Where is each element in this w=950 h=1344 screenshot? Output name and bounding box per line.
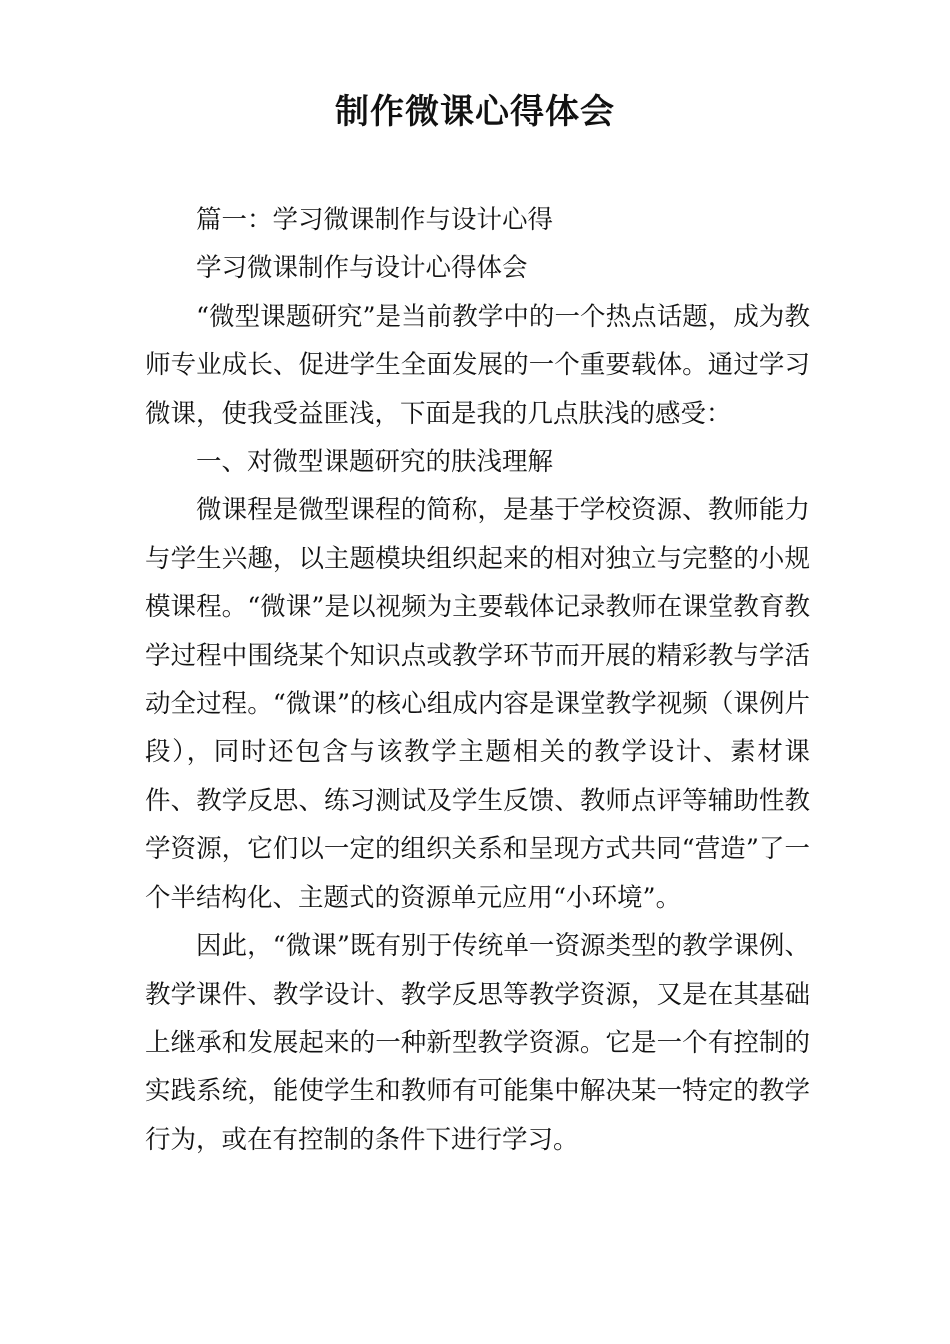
paragraph: 微课程是微型课程的简称，是基于学校资源、教师能力与学生兴趣，以主题模块组织起来的相对独立与完整的小规模课程。“微课”是以视频为主要载体记录教师在课堂教育教学过程中围绕某个知识点或教学环节而开展的精彩教与学活动全过程。“微课”的核心组成内容是课堂教学视频（课例片段），同时还包含与该教学主题相关的教学设计、素材课件、教学反思、练习测试及学生反馈、教师点评等辅助性教学资源，它们以一定的组织关系和呈现方式共同“营造”了一个半结构化、主题式的资源单元应用“小环境”。 [145, 495, 810, 913]
subtitle: 学习微课制作与设计心得体会 [196, 253, 528, 284]
subsection-heading: 一、对微型课题研究的肤浅理解 [196, 447, 554, 478]
paragraph: “微型课题研究”是当前教学中的一个热点话题，成为教师专业成长、促进学生全面发展的一个重要载体。通过学习微课，使我受益匪浅，下面是我的几点肤浅的感受： [145, 301, 810, 429]
section-heading: 篇一：学习微课制作与设计心得 [196, 205, 554, 235]
document-title: 制作微课心得体会 [335, 92, 615, 132]
paragraph: 因此，“微课”既有别于传统单一资源类型的教学课例、教学课件、教学设计、教学反思等教学资源，又是在其基础上继承和发展起来的一种新型教学资源。它是一个有控制的实践系统，能使学生和教师有可能集中解决某一特定的教学行为，或在有控制的条件下进行学习。 [145, 931, 810, 1155]
document-body [145, 196, 810, 1164]
